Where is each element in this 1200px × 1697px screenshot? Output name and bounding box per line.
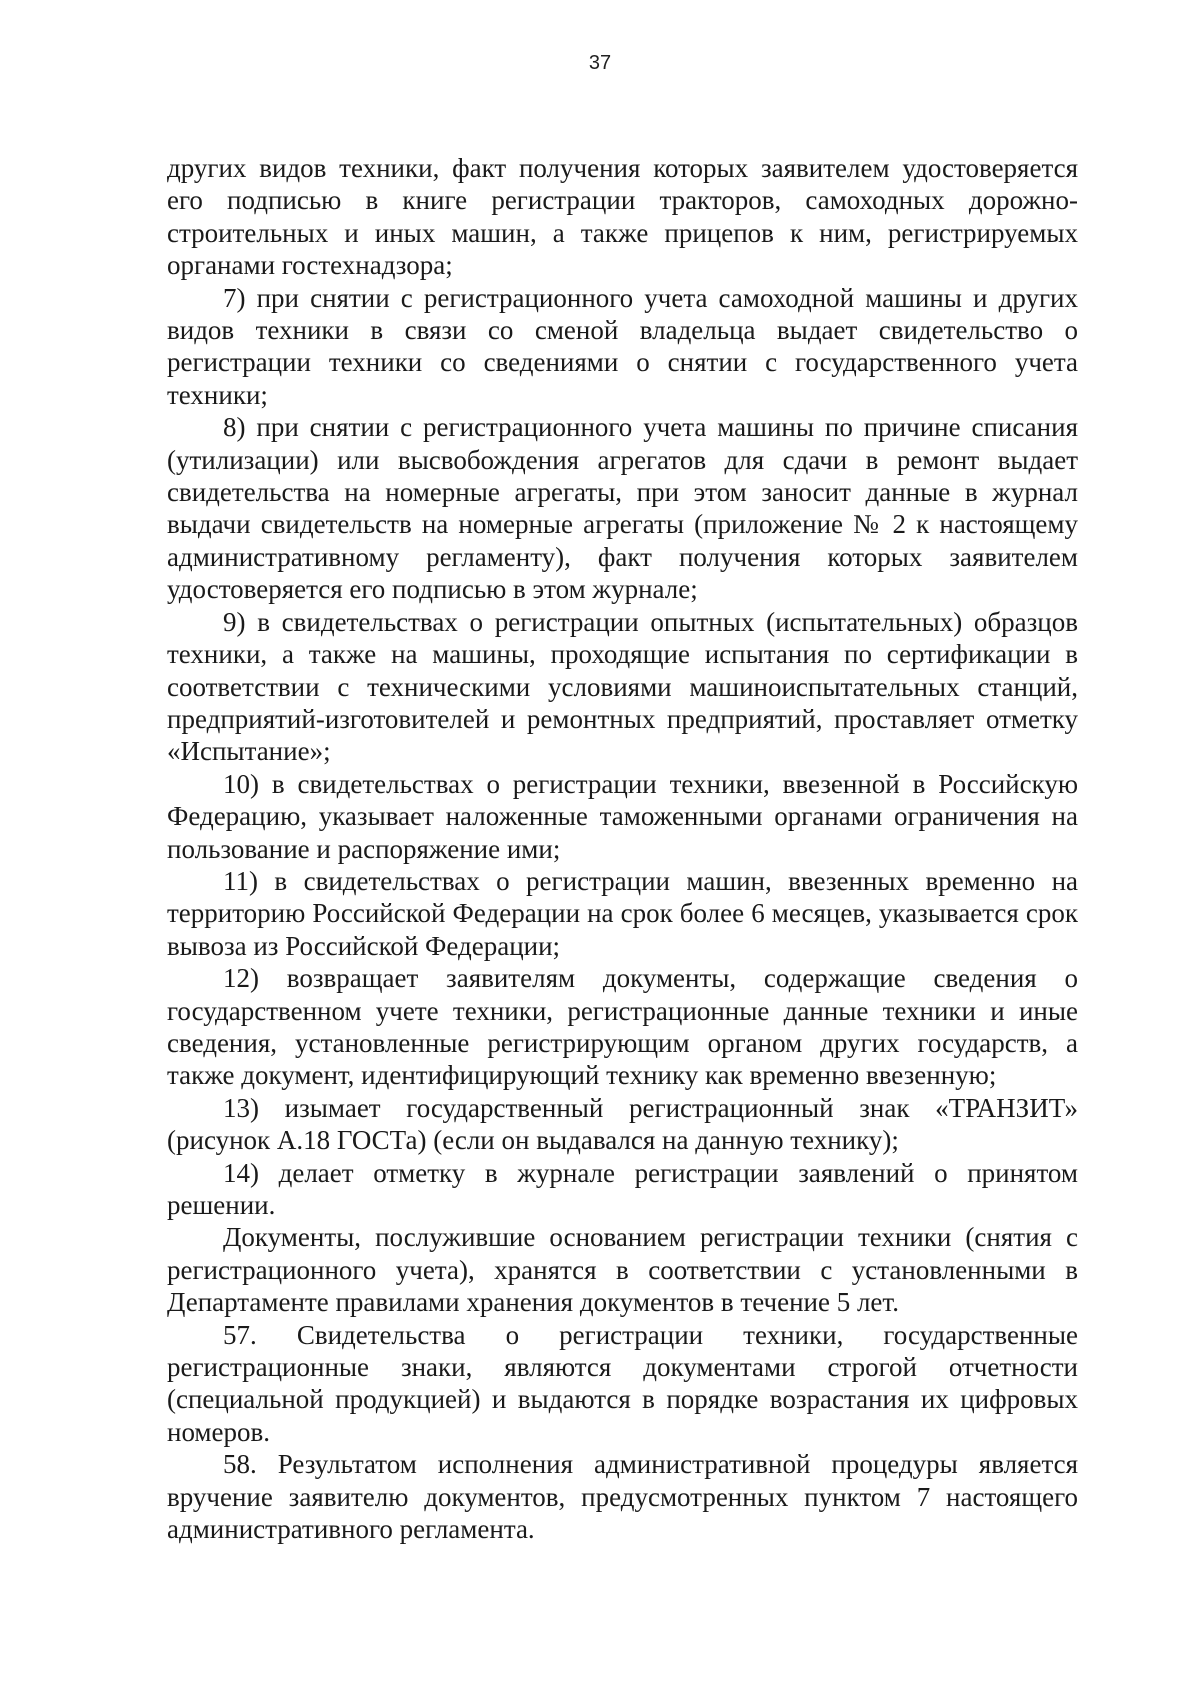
paragraph-item-10: 10) в свидетельствах о регистрации техники, ввезенной в Российскую Федерацию, указывает наложенные таможенными органами ограничения на пользование и распоряжение ими; xyxy=(167,768,1078,864)
paragraph-item-11: 11) в свидетельствах о регистрации машин, ввезенных временно на территорию Российской Федерации на срок более 6 месяцев, указывается срок вывоза из Российской Федерации; xyxy=(167,865,1078,961)
paragraph-item-8: 8) при снятии с регистрационного учета машины по причине списания (утилизации) или высвобождения агрегатов для сдачи в ремонт выдает свидетельства на номерные агрегаты, при этом заносит данные в журнал выдачи свидетельств на номерные агрегаты (приложение № 2 к настоящему административному регламенту), факт получения которых заявителем удостоверяется его подписью в этом журнале; xyxy=(167,412,1078,605)
paragraph-item-7: 7) при снятии с регистрационного учета самоходной машины и других видов техники в связи со сменой владельца выдает свидетельство о регистрации техники со сведениями о снятии с государственного учета техники; xyxy=(167,282,1078,410)
paragraph-item-12: 12) возвращает заявителям документы, содержащие сведения о государственном учете техники, регистрационные данные техники и иные сведения, установленные регистрирующим органом других государств, а также документ, идентифицирующий технику как временно ввезенную; xyxy=(167,963,1078,1091)
document-body xyxy=(167,152,1078,1545)
paragraph-item-13: 13) изымает государственный регистрационный знак «ТРАНЗИТ» (рисунок А.18 ГОСТа) (если он выдавался на данную технику); xyxy=(167,1092,1078,1156)
paragraph-item-14: 14) делает отметку в журнале регистрации заявлений о принятом решении. xyxy=(167,1157,1078,1220)
paragraph-clause-57: 57. Свидетельства о регистрации техники, государственные регистрационные знаки, являются документами строгой отчетности (специальной продукцией) и выдаются в порядке возрастания их цифровых номеров. xyxy=(167,1319,1078,1447)
page-number: 37 xyxy=(588,52,612,74)
paragraph-continuation: других видов техники, факт получения которых заявителем удостоверяется его подписью в книге регистрации тракторов, самоходных дорожно-строительных и иных машин, а также прицепов к ним, регистрируемых органами гостехнадзора; xyxy=(167,153,1078,281)
paragraph-item-9: 9) в свидетельствах о регистрации опытных (испытательных) образцов техники, а также на машины, проходящие испытания по сертификации в соответствии с техническими условиями машиноиспытательных станций, предприятий-изготовителей и ремонтных предприятий, проставляет отметку «Испытание»; xyxy=(167,606,1078,767)
paragraph-clause-58: 58. Результатом исполнения административной процедуры является вручение заявителю документов, предусмотренных пунктом 7 настоящего административного регламента. xyxy=(167,1449,1078,1545)
paragraph-documents-storage: Документы, послужившие основанием регистрации техники (снятия с регистрационного учета), хранятся в соответствии с установленными в Департаменте правилами хранения документов в течение 5 лет. xyxy=(167,1222,1078,1318)
